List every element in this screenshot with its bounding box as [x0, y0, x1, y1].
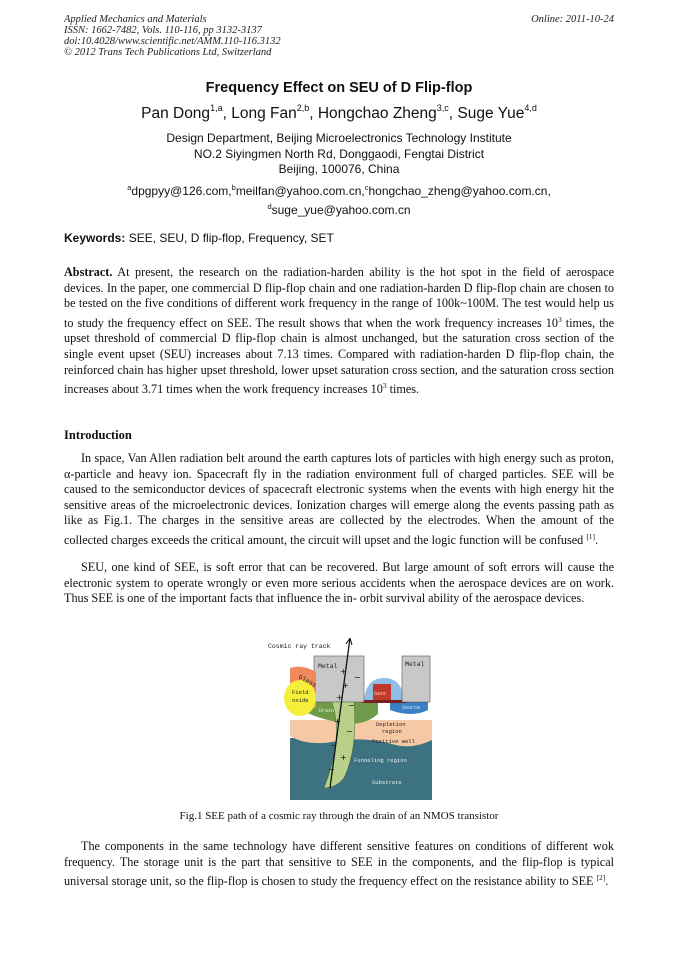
- intro-paragraph-3: [64, 839, 614, 890]
- label-positive-well: Positive well: [372, 738, 415, 745]
- affiliation-line: NO.2 Siyingmen North Rd, Donggaodi, Fengtai District: [193, 146, 485, 161]
- label-glass: Glass: [297, 673, 318, 689]
- journal-name: Applied Mechanics and Materials: [64, 14, 207, 25]
- svg-text:−: −: [348, 701, 355, 710]
- online-date: Online: 2011-10-24: [531, 14, 614, 25]
- email-sup: b: [231, 183, 236, 192]
- label-cosmic: Cosmic ray track: [268, 643, 331, 650]
- abstract: [64, 265, 614, 398]
- see-path-diagram: [262, 638, 442, 800]
- affiliation-line: Beijing, 100076, China: [278, 162, 400, 176]
- introduction-heading: Introduction: [64, 428, 132, 442]
- issn-line: ISSN: 1662-7482, Vols. 110-116, pp 3132-3137: [64, 25, 262, 36]
- doi-line: doi:10.4028/www.scientific.net/AMM.110-116.3132: [64, 36, 281, 47]
- abstract-label: Abstract.: [64, 265, 113, 279]
- author-name: Hongchao Zheng: [317, 105, 437, 122]
- abstract-text: At present, the research on the radiation-harden ability is the hot spot in the field of aerospace devices. In the paper, one commercial D flip-flop chain and one radiation-harden D flip-flop chain are chosen to be tested on the five conditions of different work frequency in the range of 100k~100M. The test would help us to study the frequency effect on SEE. The result shows that when the work frequency increases 10: [64, 265, 615, 330]
- keywords-label: Keywords:: [64, 231, 126, 245]
- abstract-sup: 3: [382, 381, 387, 391]
- email-sup: a: [127, 183, 132, 192]
- citation-ref[interactable]: [1]: [586, 531, 596, 541]
- label-source: Source: [402, 705, 421, 711]
- paragraph-text: .: [605, 874, 609, 889]
- affiliation-line: Design Department, Beijing Microelectronics Technology Institute: [166, 131, 512, 145]
- author-name: Long Fan: [231, 105, 297, 122]
- author-name: Suge Yue: [457, 105, 525, 122]
- svg-text:−: −: [346, 727, 353, 736]
- author-sup: 2,b: [296, 103, 310, 113]
- keywords-text: SEE, SEU, D flip-flop, Frequency, SET: [128, 231, 334, 245]
- email-link[interactable]: hongchao_zheng@yahoo.com.cn,: [368, 184, 551, 198]
- label-drain: Drain: [319, 708, 335, 714]
- label-substrate: Substrate: [372, 779, 402, 786]
- abstract-sup: 3: [557, 314, 562, 324]
- author-sup: 4,d: [524, 103, 537, 113]
- label-oxide: oxide: [292, 697, 309, 704]
- svg-text:+: +: [342, 681, 349, 690]
- paragraph-text: The components in the same technology have different sensitive features on conditions of different wok frequency. The storage unit is the part that sensitive to SEE in the components, and the flip-flop is typical universal storage unit, so the flip-flop is chosen to study the frequency effect on the resistance ability to SEE: [64, 839, 614, 889]
- svg-text:−: −: [354, 673, 361, 682]
- svg-text:+: +: [340, 667, 347, 676]
- email-link[interactable]: meilfan@yahoo.com.cn,: [235, 184, 365, 198]
- intro-paragraph-1: [64, 451, 614, 549]
- email-sup: c: [364, 183, 369, 192]
- svg-text:+: +: [336, 693, 343, 702]
- author-sup: 3,c: [436, 103, 449, 113]
- label-funneling: Funneling region: [354, 757, 407, 764]
- author-sup: 1,a: [210, 103, 223, 113]
- email-link[interactable]: suge_yue@yahoo.com.cn: [271, 203, 411, 217]
- label-field: Field: [292, 689, 309, 696]
- abstract-text: times, the upset threshold of commercial D flip-flop chain is almost unchanged, but the saturation cross section of the single event upset (SEU) increases about 7.13 times. Compared with radiation-harden D flip-flop chain, the reinforced chain has higher upset threshold, lower upset saturation cross section, and the saturation cross section increases about 3.71 times when the work frequency increases 10: [64, 315, 615, 397]
- label-depletion: Depletion: [376, 721, 406, 728]
- svg-text:−: −: [330, 741, 337, 750]
- substrate-region: [290, 738, 432, 800]
- paragraph-text: .: [595, 532, 599, 547]
- affiliation: [0, 131, 678, 178]
- copyright-line: © 2012 Trans Tech Publications Ltd, Switzerland: [64, 47, 272, 58]
- figure-1: [262, 638, 442, 805]
- svg-text:+: +: [340, 753, 347, 762]
- keywords: [64, 231, 334, 245]
- figure-caption: Fig.1 SEE path of a cosmic ray through the drain of an NMOS transistor: [179, 810, 499, 822]
- citation-ref[interactable]: [2]: [596, 873, 606, 883]
- paragraph-text: In space, Van Allen radiation belt around the earth captures lots of particles with high energy such as proton, α-particle and heavy ion. Spacecraft fly in the radiation environment full of charged particles. SEE will be caused to the semiconductor devices of spacecraft electronic systems when the events with high energy hit the sensitive areas of the microelectronic devices. Ionization charges will emerge along the events passing path as like as Fig.1. The charges in the sensitive areas are collected by the electrodes. When the amount of the collected charges exceeds the critical amount, the circuit will upset and the logic function will be confused: [64, 451, 614, 547]
- svg-text:+: +: [334, 717, 341, 726]
- email-sup: d: [267, 202, 272, 211]
- abstract-text: times.: [386, 382, 420, 397]
- author-list: Pan Dong$^{1,a}$, Long Fan$^{2,b}$, Hongchao Zheng$^{3,c}$, Suge Yue$^{4,d}$: [141, 103, 537, 122]
- email-link[interactable]: dpgpyy@126.com,: [131, 184, 232, 198]
- intro-paragraph-2: SEU, one kind of SEE, is soft error that can be recovered. But large amount of soft errors will cause the electronic system to operate wrongly or even more serious accidents when the aerospace devices are on work. Thus SEE is one of the important facts that influence the in- orbit survival ability of the aerospace devices.: [64, 560, 614, 606]
- author-emails: [0, 180, 678, 218]
- gate-line: [362, 700, 407, 703]
- label-gate: Gate: [374, 691, 387, 697]
- label-region: region: [382, 728, 402, 735]
- label-metal-right: Metal: [405, 661, 425, 668]
- svg-text:−: −: [328, 765, 335, 774]
- paper-title: Frequency Effect on SEU of D Flip-flop: [205, 80, 473, 96]
- label-metal-left: Metal: [318, 663, 338, 670]
- author-name: Pan Dong: [141, 105, 211, 122]
